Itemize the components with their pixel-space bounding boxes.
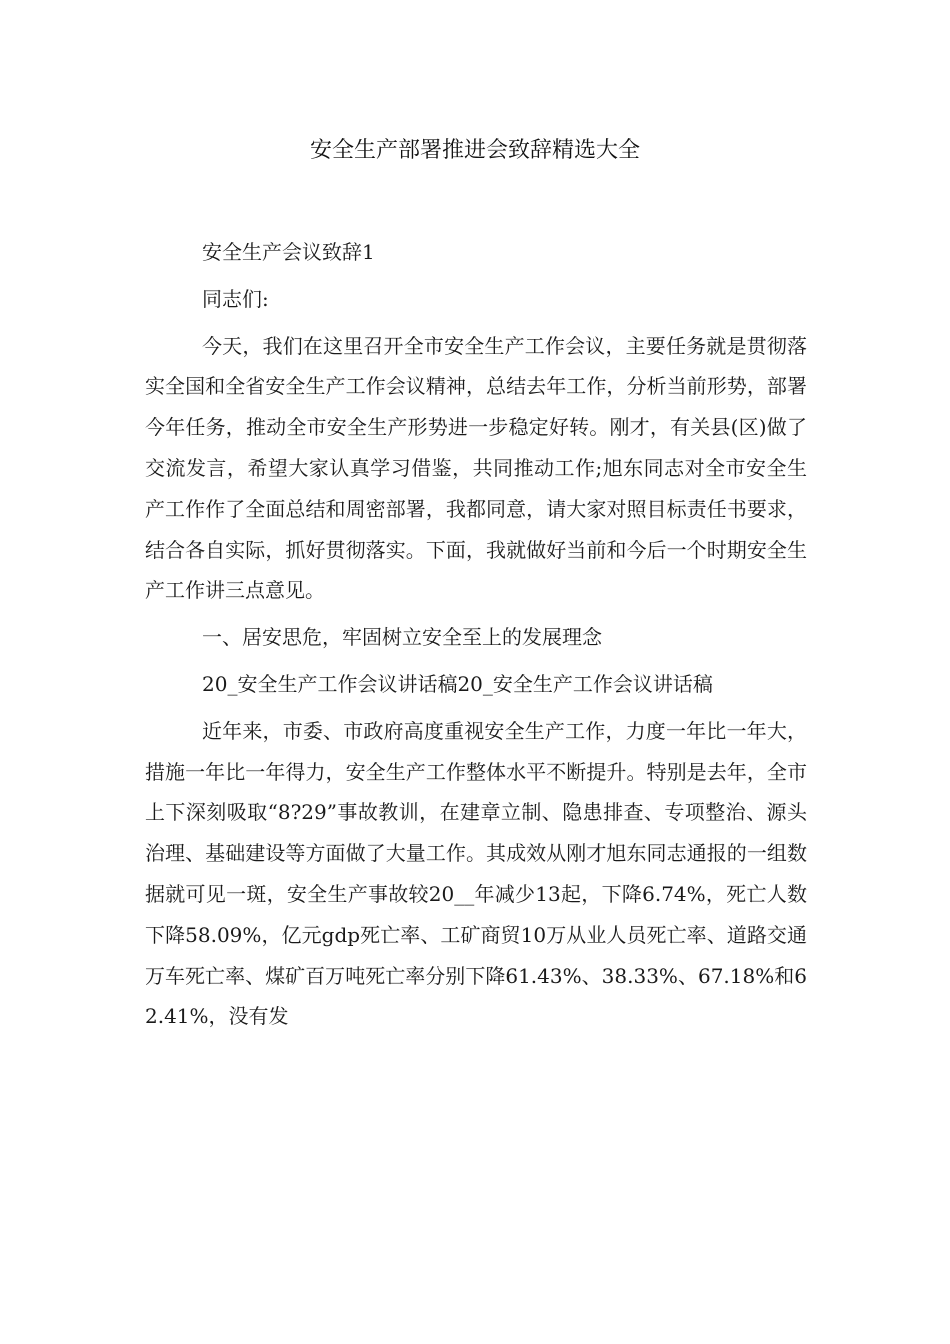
salutation: 同志们:: [202, 286, 269, 311]
document-body: [145, 232, 807, 1043]
subheading-one: 一、居安思危，牢固树立安全至上的发展理念: [202, 625, 602, 650]
section-heading: 安全生产会议致辞1: [202, 240, 375, 264]
paragraph-achievements: 近年来，市委、市政府高度重视安全生产工作，力度一年比一年大，措施一年比一年得力，安全生产工作整体水平不断提升。特别是去年，全市上下深刻吸取“8?29”事故教训，在建章立制、隐患排查、专项整治、源头治理、基础建设等方面做了大量工作。其成效从刚才旭东同志通报的一组数据就可见一斑，安全生产事故较20__年减少13起，下降6.74%，死亡人数下降58.09%，亿元gdp死亡率、工矿商贸10万从业人员死亡率、道路交通万车死亡率、煤矿百万吨死亡率分别下降61.43%、38.33%、67.18%和62.41%，没有发: [145, 718, 807, 1029]
speech-reference-line: 20_安全生产工作会议讲话稿20_安全生产工作会议讲话稿: [202, 671, 713, 696]
document-title: 安全生产部署推进会致辞精选大全: [309, 138, 640, 163]
paragraph-opening: 今天，我们在这里召开全市安全生产工作会议，主要任务就是贯彻落实全国和全省安全生产工作会议精神，总结去年工作，分析当前形势，部署今年任务，推动全市安全生产形势进一步稳定好转。刚才，有关县(区)做了交流发言，希望大家认真学习借鉴，共同推动工作;旭东同志对全市安全生产工作作了全面总结和周密部署，我都同意，请大家对照目标责任书要求，结合各自实际，抓好贯彻落实。下面，我就做好当前和今后一个时期安全生产工作讲三点意见。: [145, 333, 807, 603]
